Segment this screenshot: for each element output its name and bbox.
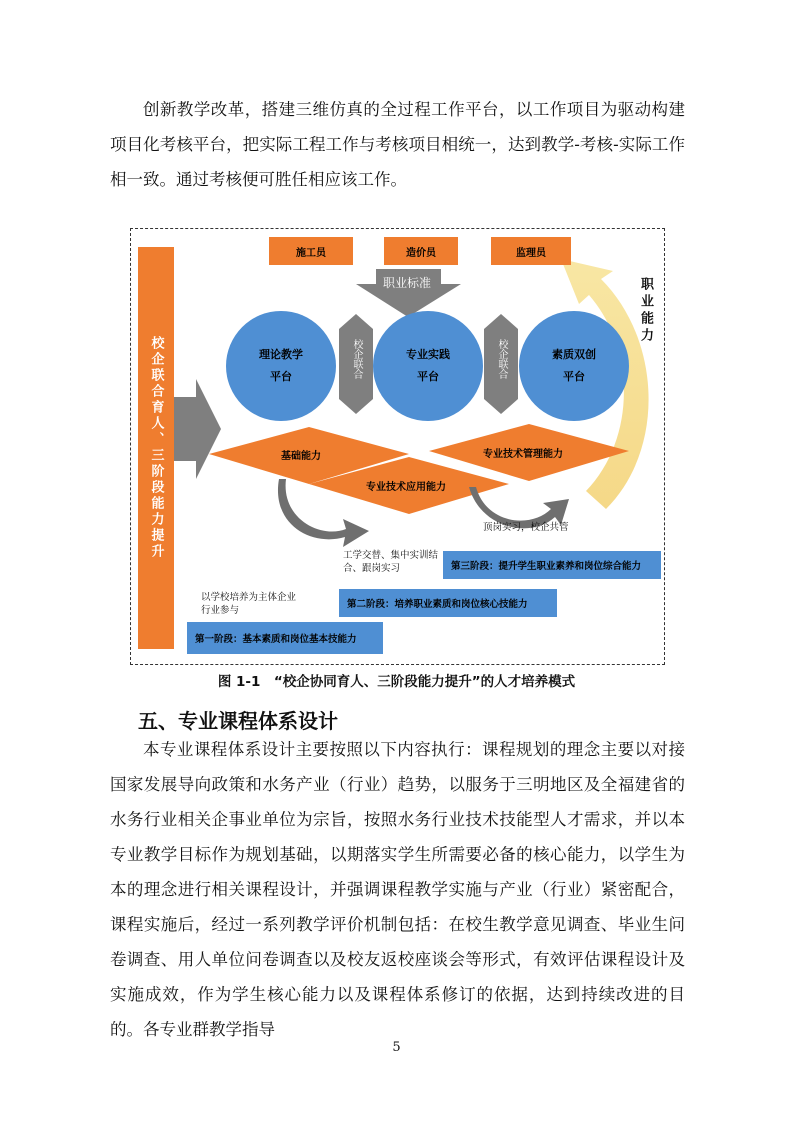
career-ability-label: 职业能力 [638,277,653,345]
platform-innovation-line1: 素质双创 [552,348,596,361]
joint-label-1: 校企联合 [351,339,362,379]
platform-theory [226,311,336,421]
figure-caption: 图 1-1 “校企协同育人、三阶段能力提升”的人才培养模式 [217,674,576,690]
intro-paragraph: 创新教学改革，搭建三维仿真的全过程工作平台，以工作项目为驱动构建项目化考核平台，把实际工程工作与考核项目相统一，达到教学-考核-实际工作相一致。通过考核便可胜任相应该工作。 [110,100,685,189]
platform-theory-line2: 平台 [270,370,292,383]
standard-label: 职业标准 [383,276,432,290]
platform-innovation-line2: 平台 [563,370,585,383]
note-stage1: 以学校培养为主体企业行业参与 [201,592,297,616]
left-bar-label: 校企联合育人、三阶段能力提升 [148,336,164,560]
section-heading: 五、专业课程体系设计 [138,709,338,733]
note-internship: 顶岗实习，校企共管 [483,522,569,533]
platform-practice-line2: 平台 [417,370,439,383]
stage-2: 第二阶段：培养职业素质和岗位核心技能力 [339,589,557,617]
note-stage3: 工学交替、集中实训结合、跟岗实习 [343,550,439,574]
platform-theory-line1: 理论教学 [259,348,303,361]
stage-1: 第一阶段：基本素质和岗位基本技能力 [187,622,383,654]
joint-label-2: 校企联合 [496,339,507,379]
stage-3: 第三阶段：提升学生职业素养和岗位综合能力 [443,551,661,579]
platform-practice [373,311,483,421]
platform-innovation [519,311,629,421]
ability-application-label: 专业技术应用能力 [366,482,446,493]
ability-management-label: 专业技术管理能力 [483,449,563,460]
left-bar [138,247,174,649]
role-supervisor: 监理员 [491,237,571,265]
role-construction: 施工员 [269,237,353,265]
big-arrow [174,379,221,479]
training-model-figure [130,228,665,665]
body-paragraph: 本专业课程体系设计主要按照以下内容执行：课程规划的理念主要以对接国家发展导向政策和水务产业（行业）趋势，以服务于三明地区及全福建省的水务行业相关企事业单位为宗旨，按照水务行业技术技能型人才需求，并以本专业教学目标作为规划基础，以期落实学生所需要必备的核心能力，以学生为本的理念进行相关课程设计，并强调课程教学实施与产业（行业）紧密配合，课程实施后，经过一系列教学评价机制包括：在校生教学意见调查、毕业生问卷调查、用人单位问卷调查以及校友返校座谈会等形式，有效评估课程设计及实施成效，作为学生核心能力以及课程体系修订的依据，达到持续改进的目的。各专业群教学指导 [110,740,685,1039]
ability-basic-label: 基础能力 [281,451,321,462]
role-cost: 造价员 [384,237,458,265]
platform-practice-line1: 专业实践 [406,348,450,361]
page-number: 5 [392,1040,401,1055]
